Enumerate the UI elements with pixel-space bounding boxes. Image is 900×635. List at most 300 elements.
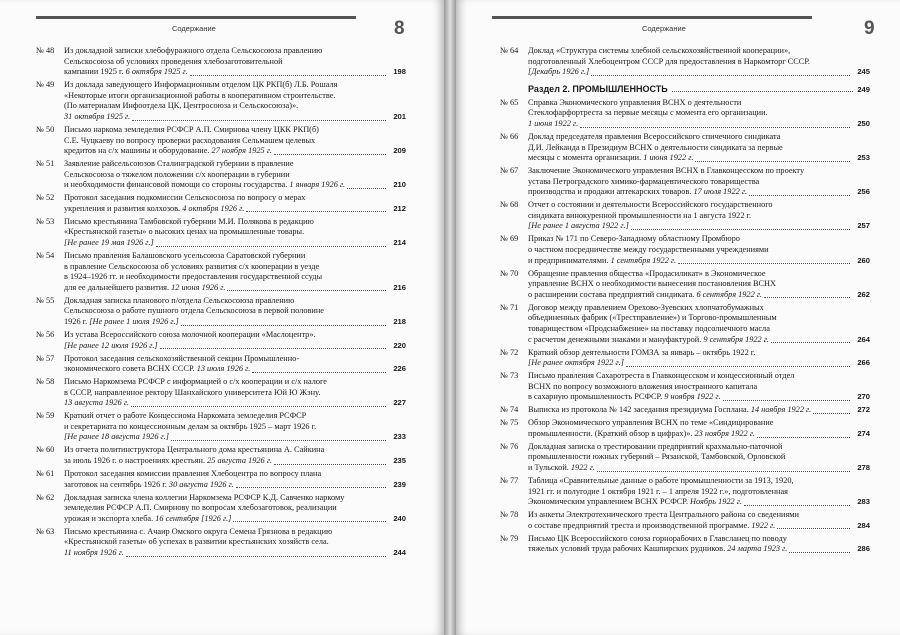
- toc-entry: [500, 303, 870, 345]
- entry-body: [64, 193, 388, 214]
- page-number: 8: [394, 18, 405, 39]
- entry-text-line: подготовленный Хлебоцентром СССР для предоставления в Наркомторг СССР.: [528, 56, 810, 66]
- entry-text: экономического совета ВСНХ СССР.: [64, 364, 197, 374]
- header-rule: [492, 16, 812, 19]
- entry-text: Экономическим управлением ВСНХ РСФСР.: [528, 497, 691, 507]
- document-number: № 71: [500, 302, 519, 312]
- entry-page-number: 266: [857, 358, 870, 368]
- entry-text-tail: [64, 548, 124, 559]
- leader-dots: [813, 413, 850, 414]
- document-number: № 61: [36, 469, 55, 479]
- leader-dots: [789, 552, 850, 553]
- entry-page-number: 220: [393, 340, 406, 350]
- toc-entry: [36, 159, 406, 191]
- entry-page-number: 210: [393, 180, 406, 190]
- toc-entry: [36, 125, 406, 157]
- entry-text-tail: [528, 405, 811, 416]
- document-number: № 50: [36, 124, 55, 134]
- entry-date: 12 июня 1926 г.: [171, 282, 226, 292]
- document-number: № 57: [36, 353, 55, 363]
- entry-body: [528, 200, 852, 232]
- entry-text: для ее дальнейшего развития.: [64, 282, 172, 292]
- entry-date: 13 августа 1926 г.: [64, 398, 129, 408]
- leader-dots: [246, 211, 386, 212]
- entry-text-line: объединенных фабрик («Трестправление») и Торгово-промышленным: [528, 313, 777, 323]
- leader-dots: [171, 440, 386, 441]
- entry-page-number: 201: [393, 111, 406, 121]
- entry-page-number: 209: [393, 146, 406, 156]
- entry-text-line: Приказ № 171 по Северо-Западному областному Промбюро: [528, 234, 740, 244]
- entry-last-line: [528, 187, 852, 198]
- entry-body: [64, 469, 388, 490]
- entry-body: [528, 46, 852, 78]
- document-number: № 72: [500, 347, 519, 357]
- entry-last-line: [64, 180, 388, 191]
- document-number: № 73: [500, 371, 519, 381]
- toc-entry: [36, 296, 406, 328]
- entry-text-line: Докладная записка планового п/отдела Сельскосоюза правлению: [64, 295, 295, 305]
- entry-text-line: Письмо крестьянина с. Ачаир Омского округа Семена Грязнова в редакцию: [64, 526, 333, 536]
- entry-text-line: Докладная записка члена коллегии Наркомзема РСФСР К.Д. Савченко наркому: [64, 492, 345, 502]
- entry-text-line: о частном посредничестве между государственными учреждениями: [528, 245, 769, 255]
- toc-entry: [36, 445, 406, 466]
- entry-text-line: Справка Экономического управления ВСНХ о деятельности: [528, 97, 742, 107]
- toc-entry: [500, 534, 870, 555]
- entry-date: [Не ранее 1 августа 1922 г.]: [528, 221, 629, 231]
- entry-body: [528, 418, 852, 439]
- document-number: № 55: [36, 295, 55, 305]
- entry-text: укрепления и развития колхозов.: [64, 203, 183, 213]
- entry-page-number: 212: [393, 203, 406, 213]
- entry-page-number: 284: [857, 520, 870, 530]
- entry-page-number: 256: [857, 187, 870, 197]
- entry-text-line: Обращение правления общества «Продасиликат» в Экономическое: [528, 268, 766, 278]
- entry-text-tail: [64, 514, 231, 525]
- leader-dots: [672, 91, 854, 92]
- leader-dots: [591, 75, 850, 76]
- entry-text-line: Сельскосоюза о работе пушного отдела Сельскосоюза в первой половине: [64, 306, 324, 316]
- entry-last-line: [64, 364, 388, 375]
- entry-text: кредитов на с/х машины и оборудование.: [64, 146, 212, 156]
- entry-page-number: 239: [393, 479, 406, 489]
- entry-page-number: 235: [393, 456, 406, 466]
- entry-page-number: 226: [393, 364, 406, 374]
- document-number: № 64: [500, 46, 519, 55]
- entry-page-number: 250: [857, 118, 870, 128]
- entry-text-tail: [528, 358, 624, 369]
- document-number: № 79: [500, 533, 519, 543]
- leader-dots: [132, 120, 386, 121]
- entry-date: 1922 г.: [751, 520, 776, 530]
- leader-dots: [580, 127, 850, 128]
- section-title: Раздел 2. ПРОМЫШЛЕННОСТЬ: [528, 83, 668, 94]
- entry-date: 25 августа 1926 г.: [207, 456, 272, 466]
- leader-dots: [160, 348, 386, 349]
- entry-text-line: Обзор Экономического управления ВСНХ по теме «Синдицирование: [528, 418, 774, 428]
- document-number: № 59: [36, 411, 55, 421]
- document-number: № 67: [500, 166, 519, 176]
- entry-date: 1 января 1926 г.: [289, 180, 346, 190]
- toc-entry: [36, 46, 406, 78]
- toc-entry: [36, 80, 406, 122]
- entry-body: [528, 371, 852, 403]
- entry-text-line: Протокол заседания комиссии правления Хлебоцентра по вопросу плана: [64, 469, 322, 479]
- leader-dots: [631, 229, 850, 230]
- entry-body: [64, 411, 388, 443]
- entry-page-number: 272: [857, 405, 870, 415]
- entry-page-number: 260: [857, 255, 870, 265]
- entry-date: 9 сентября 1922 г.: [703, 334, 769, 344]
- entry-page-number: 286: [857, 544, 870, 554]
- document-number: № 51: [36, 159, 55, 169]
- entry-text: кампании 1925 г.: [64, 67, 126, 77]
- leader-dots: [236, 487, 386, 488]
- header-rule: [36, 16, 356, 19]
- entry-body: [528, 132, 852, 164]
- entry-text-line: ВСНХ по вопросу возможного вложения иностранного капитала: [528, 381, 758, 391]
- entry-body: [64, 330, 388, 351]
- entry-date: [Не ранее 19 мая 1926 г.]: [64, 238, 154, 248]
- document-number: № 68: [500, 200, 519, 210]
- entry-text: месяцы с момента организации.: [528, 153, 644, 163]
- entry-text-line: Из анкеты Электротехнического треста Центрального района со сведениями: [528, 510, 799, 520]
- entry-date: 4 октября 1926 г.: [182, 203, 245, 213]
- entry-text-line: Письмо ЦК Всероссийского союза горнорабочих в Главсланец по поводу: [528, 533, 787, 543]
- entry-text-line: «Крестьянской газеты» о высоких ценах на промышленные товары.: [64, 227, 305, 237]
- document-number: № 56: [36, 329, 55, 339]
- entry-text-line: «Крестьянской газеты» об успехах в развитии крестьянских хозяйств села.: [64, 537, 329, 547]
- leader-dots: [626, 366, 850, 367]
- toc-entry: [500, 269, 870, 301]
- entry-last-line: [528, 392, 852, 403]
- toc-entry: [500, 348, 870, 369]
- toc-entry: [36, 354, 406, 375]
- entry-text-line: Протокол заседания подкомиссии Сельскосоюза по вопросу о мерах: [64, 193, 306, 203]
- entry-text: и Тульской.: [528, 463, 571, 473]
- entry-last-line: [528, 153, 852, 164]
- entry-body: [528, 476, 852, 508]
- toc-entry: [36, 377, 406, 409]
- entry-body: [528, 234, 852, 266]
- entry-page-number: 283: [857, 497, 870, 507]
- toc-entry: [500, 405, 870, 416]
- entry-body: [528, 98, 852, 130]
- entry-date: 30 августа 1926 г.: [168, 479, 234, 489]
- document-number: № 62: [36, 492, 55, 502]
- entry-text-tail: [528, 429, 755, 440]
- toc-entry: [500, 98, 870, 130]
- entry-body: [64, 377, 388, 409]
- entry-text-line: синдиката винокуренной промышленности на 1 августа 1922 г.: [528, 210, 752, 220]
- entry-last-line: [528, 335, 852, 346]
- entry-text: с расчетом денежными знаками и мануфактурой.: [528, 334, 704, 344]
- left-page: [0, 0, 444, 635]
- entry-text-line: Отчет о состоянии и деятельности Всероссийского государственного: [528, 200, 773, 210]
- entry-body: [528, 269, 852, 301]
- entry-last-line: [64, 480, 388, 491]
- entry-body: [64, 80, 388, 122]
- entry-text-tail: [528, 256, 676, 267]
- entry-date: Ноябрь 1922 г.: [690, 497, 742, 507]
- entry-date: 14 ноября 1922 г.: [750, 405, 812, 415]
- entry-text: в сахарную промышленность РСФСР.: [528, 392, 665, 402]
- entry-text-tail: [64, 67, 188, 78]
- entry-text: 1926 г.: [64, 316, 90, 326]
- document-number: № 58: [36, 377, 55, 387]
- right-page-header: [492, 16, 875, 40]
- entry-text-line: Краткий обзор деятельности ГОМЗА за январь – октябрь 1922 г.: [528, 347, 756, 357]
- toc-entry: [36, 527, 406, 559]
- entry-text-line: Договор между правлением Орехово-Зуевских хлопчатобумажных: [528, 302, 764, 312]
- entry-page-number: 257: [857, 221, 870, 231]
- entry-text-tail: [528, 392, 721, 403]
- entry-last-line: [528, 463, 852, 474]
- toc-entry: [36, 193, 406, 214]
- entry-date: 13 июля 1926 г.: [196, 364, 251, 374]
- entry-date: 23 ноября 1922 г.: [694, 428, 755, 438]
- entry-last-line: [64, 112, 388, 123]
- entry-date: [Декабрь 1926 г.]: [528, 67, 590, 77]
- entry-text-line: и секретариата по концессионным делам за октябрь 1925 – март 1926 г.: [64, 421, 317, 431]
- left-page-header: [36, 16, 405, 40]
- entry-text-line: Стеклофарфортреста за первые месяцы с момента его организации.: [528, 108, 768, 118]
- leader-dots: [190, 75, 386, 76]
- entry-date: 24 марта 1923 г.: [727, 544, 788, 554]
- entry-text: о расширении состава предприятий синдиката.: [528, 289, 697, 299]
- entry-text-line: Письмо правления Балашовского усельсоюза Саратовской губернии: [64, 251, 306, 261]
- entry-text-tail: [528, 187, 747, 198]
- leader-dots: [749, 195, 850, 196]
- entry-text-line: управление ВСНХ о необходимости вынесения постановления ВСНХ: [528, 279, 777, 289]
- entry-body: [64, 251, 388, 293]
- toc-entry: [36, 469, 406, 490]
- entry-last-line: [64, 341, 388, 352]
- entry-text-line: товариществом «Продснабжение» на поставку подсолнечного масла: [528, 324, 770, 333]
- entry-last-line: [64, 238, 388, 249]
- leader-dots: [274, 464, 386, 465]
- entry-text-tail: [528, 521, 775, 532]
- entry-text-line: Д.И. Лейканда в Президиум ВСНХ о деятельности синдиката за первые: [528, 142, 783, 152]
- toc-entry: [500, 234, 870, 266]
- entry-last-line: [64, 317, 388, 328]
- leader-dots: [126, 556, 386, 557]
- entry-text-line: в 1924–1926 гг. и необходимости предоставления государственной ссуды: [64, 272, 323, 282]
- entry-text-tail: [64, 112, 130, 123]
- entry-page-number: 264: [857, 334, 870, 344]
- page-number: 9: [864, 18, 875, 39]
- section-heading: [528, 84, 870, 94]
- right-page: [456, 0, 900, 635]
- entry-date: 9 ноября 1922 г.: [664, 392, 721, 402]
- entry-text-line: Из доклада заведующего Информационным отделом ЦК РКП(б) Л.Б. Рошаля: [64, 80, 338, 90]
- entry-last-line: [64, 456, 388, 467]
- toc-entry: [36, 493, 406, 525]
- entry-last-line: [528, 429, 852, 440]
- entry-date: 17 июля 1922 г.: [693, 187, 748, 197]
- entry-text-line: в СССР, направленное ректору Шанхайского университета Юй Ю Жэну.: [64, 387, 321, 397]
- header-title: Содержание: [642, 24, 686, 33]
- entry-body: [64, 125, 388, 157]
- toc-entry: [500, 132, 870, 164]
- entry-last-line: [528, 67, 852, 78]
- entry-last-line: [528, 521, 852, 532]
- entry-date: 1 сентября 1922 г.: [610, 255, 677, 265]
- entry-text-line: Сельскосоюза о тяжелом положении с/х кооперации в губернии: [64, 169, 290, 179]
- toc-entry: [500, 200, 870, 232]
- entry-text-line: устава Петроградского химико-фармацевтического товарищества: [528, 176, 760, 186]
- entry-text-tail: [528, 463, 595, 474]
- entry-page-number: 244: [393, 547, 406, 557]
- entry-last-line: [528, 256, 852, 267]
- entry-date: 31 октября 1925 г.: [64, 111, 131, 121]
- leader-dots: [274, 154, 386, 155]
- toc-entry: [36, 411, 406, 443]
- entry-date: [Не ранее 1 июля 1926 г.]: [89, 316, 179, 326]
- leader-dots: [347, 188, 386, 189]
- document-number: № 66: [500, 131, 519, 141]
- leader-dots: [227, 290, 386, 291]
- entry-date: 1 июня 1922 г.: [643, 153, 694, 163]
- leader-dots: [131, 406, 386, 407]
- leader-dots: [764, 297, 850, 298]
- leader-dots: [252, 372, 386, 373]
- entry-text-line: Заключение Экономического управления ВСНХ в Главконцесском по проекту: [528, 166, 805, 176]
- header-title: Содержание: [172, 24, 216, 33]
- toc-entry: [36, 217, 406, 249]
- entry-text-tail: [64, 180, 345, 191]
- document-number: № 69: [500, 234, 519, 244]
- entry-text-tail: [64, 398, 129, 409]
- document-number: № 75: [500, 418, 519, 428]
- leader-dots: [744, 505, 850, 506]
- entry-body: [528, 303, 852, 345]
- entry-text: и предпринимателями.: [528, 255, 611, 265]
- entry-text-line: Письмо крестьянина Тамбовской губернии М.И. Полякова в редакцию: [64, 216, 314, 226]
- entry-text-line: в правление Сельскосоюза об условиях развития с/х кооперации в уезде: [64, 261, 320, 271]
- entry-last-line: [64, 514, 388, 525]
- entry-text-tail: [528, 335, 769, 346]
- entry-last-line: [528, 290, 852, 301]
- toc-entry: [36, 330, 406, 351]
- entry-body: [64, 159, 388, 191]
- entry-page-number: 253: [857, 153, 870, 163]
- document-number: № 74: [500, 405, 519, 415]
- entry-date: 1922 г.: [570, 463, 595, 473]
- toc-list-right: [500, 46, 870, 557]
- leader-dots: [597, 471, 850, 472]
- entry-text-line: Протокол заседания сельскохозяйственной секции Промышленно-: [64, 353, 300, 363]
- entry-text-line: Из отчета политинструктора Центрального дома крестьянина А. Сайкина: [64, 445, 325, 455]
- entry-text-tail: [64, 432, 169, 443]
- entry-date: 16 сентября [1926 г.]: [155, 513, 232, 523]
- entry-last-line: [64, 146, 388, 157]
- entry-text-tail: [528, 221, 629, 232]
- entry-page-number: 270: [857, 392, 870, 402]
- entry-text-line: Из устава Всероссийского союза молочной кооперации «Маслоцентр».: [64, 329, 316, 339]
- entry-text-line: Краткий отчет о работе Концессиома Наркомата земледелия РСФСР: [64, 411, 307, 421]
- entry-page-number: 245: [857, 67, 870, 77]
- entry-page-number: 216: [393, 282, 406, 292]
- entry-last-line: [64, 67, 388, 78]
- entry-text-tail: [528, 290, 762, 301]
- entry-date: [Не ранее октября 1922 г.]: [528, 358, 624, 368]
- entry-body: [64, 46, 388, 78]
- entry-text-tail: [64, 146, 272, 157]
- document-number: № 65: [500, 97, 519, 107]
- entry-text-tail: [64, 204, 244, 215]
- entry-text-tail: [64, 341, 158, 352]
- entry-text-line: земледелия РСФСР А.П. Смирнову по вопросам хлебозаготовок, реализации: [64, 503, 337, 513]
- document-number: № 70: [500, 268, 519, 278]
- leader-dots: [771, 342, 850, 343]
- entry-text-tail: [64, 364, 250, 375]
- entry-text-line: Заявление райсельсоюзов Сталинградской губернии в правление: [64, 159, 294, 169]
- entry-text: Выписка из протокола № 142 заседания президиума Госплана.: [528, 405, 751, 415]
- entry-text-line: Письмо правления Сахаротреста в Главконцесском и концессионный отдел: [528, 371, 795, 381]
- entry-last-line: [64, 283, 388, 294]
- document-number: № 76: [500, 441, 519, 451]
- entry-text-line: Доклад «Структура системы хлебной сельскохозяйственной кооперации»,: [528, 46, 791, 55]
- entry-last-line: [528, 544, 852, 555]
- entry-page-number: 218: [393, 316, 406, 326]
- entry-last-line: [528, 405, 852, 416]
- entry-page-number: 227: [393, 398, 406, 408]
- toc-list-left: [36, 46, 406, 561]
- entry-text-tail: [528, 544, 787, 555]
- entry-body: [528, 442, 852, 474]
- toc-group-before-section: [500, 46, 870, 78]
- leader-dots: [678, 263, 850, 264]
- entry-last-line: [528, 221, 852, 232]
- leader-dots: [181, 325, 386, 326]
- section-page-number: 249: [857, 84, 870, 94]
- entry-body: [528, 166, 852, 198]
- entry-body: [64, 296, 388, 328]
- entry-date: 11 ноября 1926 г.: [64, 547, 124, 557]
- entry-text-line: Таблица «Сравнительные данные о работе промышленности за 1913, 1920,: [528, 476, 794, 486]
- entry-last-line: [528, 119, 852, 130]
- entry-text-tail: [64, 238, 154, 249]
- entry-date: 6 октября 1925 г.: [125, 67, 188, 77]
- toc-entry: [500, 166, 870, 198]
- entry-last-line: [64, 432, 388, 443]
- toc-entry: [500, 476, 870, 508]
- entry-date: 27 ноября 1925 г.: [211, 146, 272, 156]
- entry-text-line: Докладная записка о трестировании предприятий крахмально-паточной: [528, 441, 783, 451]
- entry-text-tail: [528, 67, 589, 78]
- entry-text-line: Письмо Наркомзема РСФСР с информацией о с/х кооперации и с/х налоге: [64, 377, 327, 387]
- document-number: № 60: [36, 445, 55, 455]
- entry-text-tail: [528, 153, 693, 164]
- leader-dots: [156, 246, 386, 247]
- document-number: № 52: [36, 193, 55, 203]
- entry-text: заготовок на сентябрь 1926 г.: [64, 479, 169, 489]
- entry-text-tail: [64, 283, 225, 294]
- entry-last-line: [528, 358, 852, 369]
- entry-body: [64, 493, 388, 525]
- document-number: № 49: [36, 80, 55, 90]
- entry-text-tail: [64, 480, 234, 491]
- entry-text-line: промышленности южных губерний – Рязанской, Тамбовской, Орловской: [528, 452, 786, 462]
- entry-text: тяжелых условий труда рабочих Кашпирских рудников.: [528, 544, 728, 554]
- entry-date: [Не ранее 18 августа 1926 г.]: [64, 432, 169, 442]
- entry-text-tail: [64, 317, 179, 328]
- entry-body: [528, 534, 852, 555]
- document-number: № 53: [36, 216, 55, 226]
- entry-page-number: 233: [393, 432, 406, 442]
- entry-text-line: Сельскосоюза об условиях проведения хлебозаготовительной: [64, 56, 283, 66]
- entry-text-line: С.Е. Чуцкаеву по вопросу проверки расходования Сельмашем целевых: [64, 135, 316, 145]
